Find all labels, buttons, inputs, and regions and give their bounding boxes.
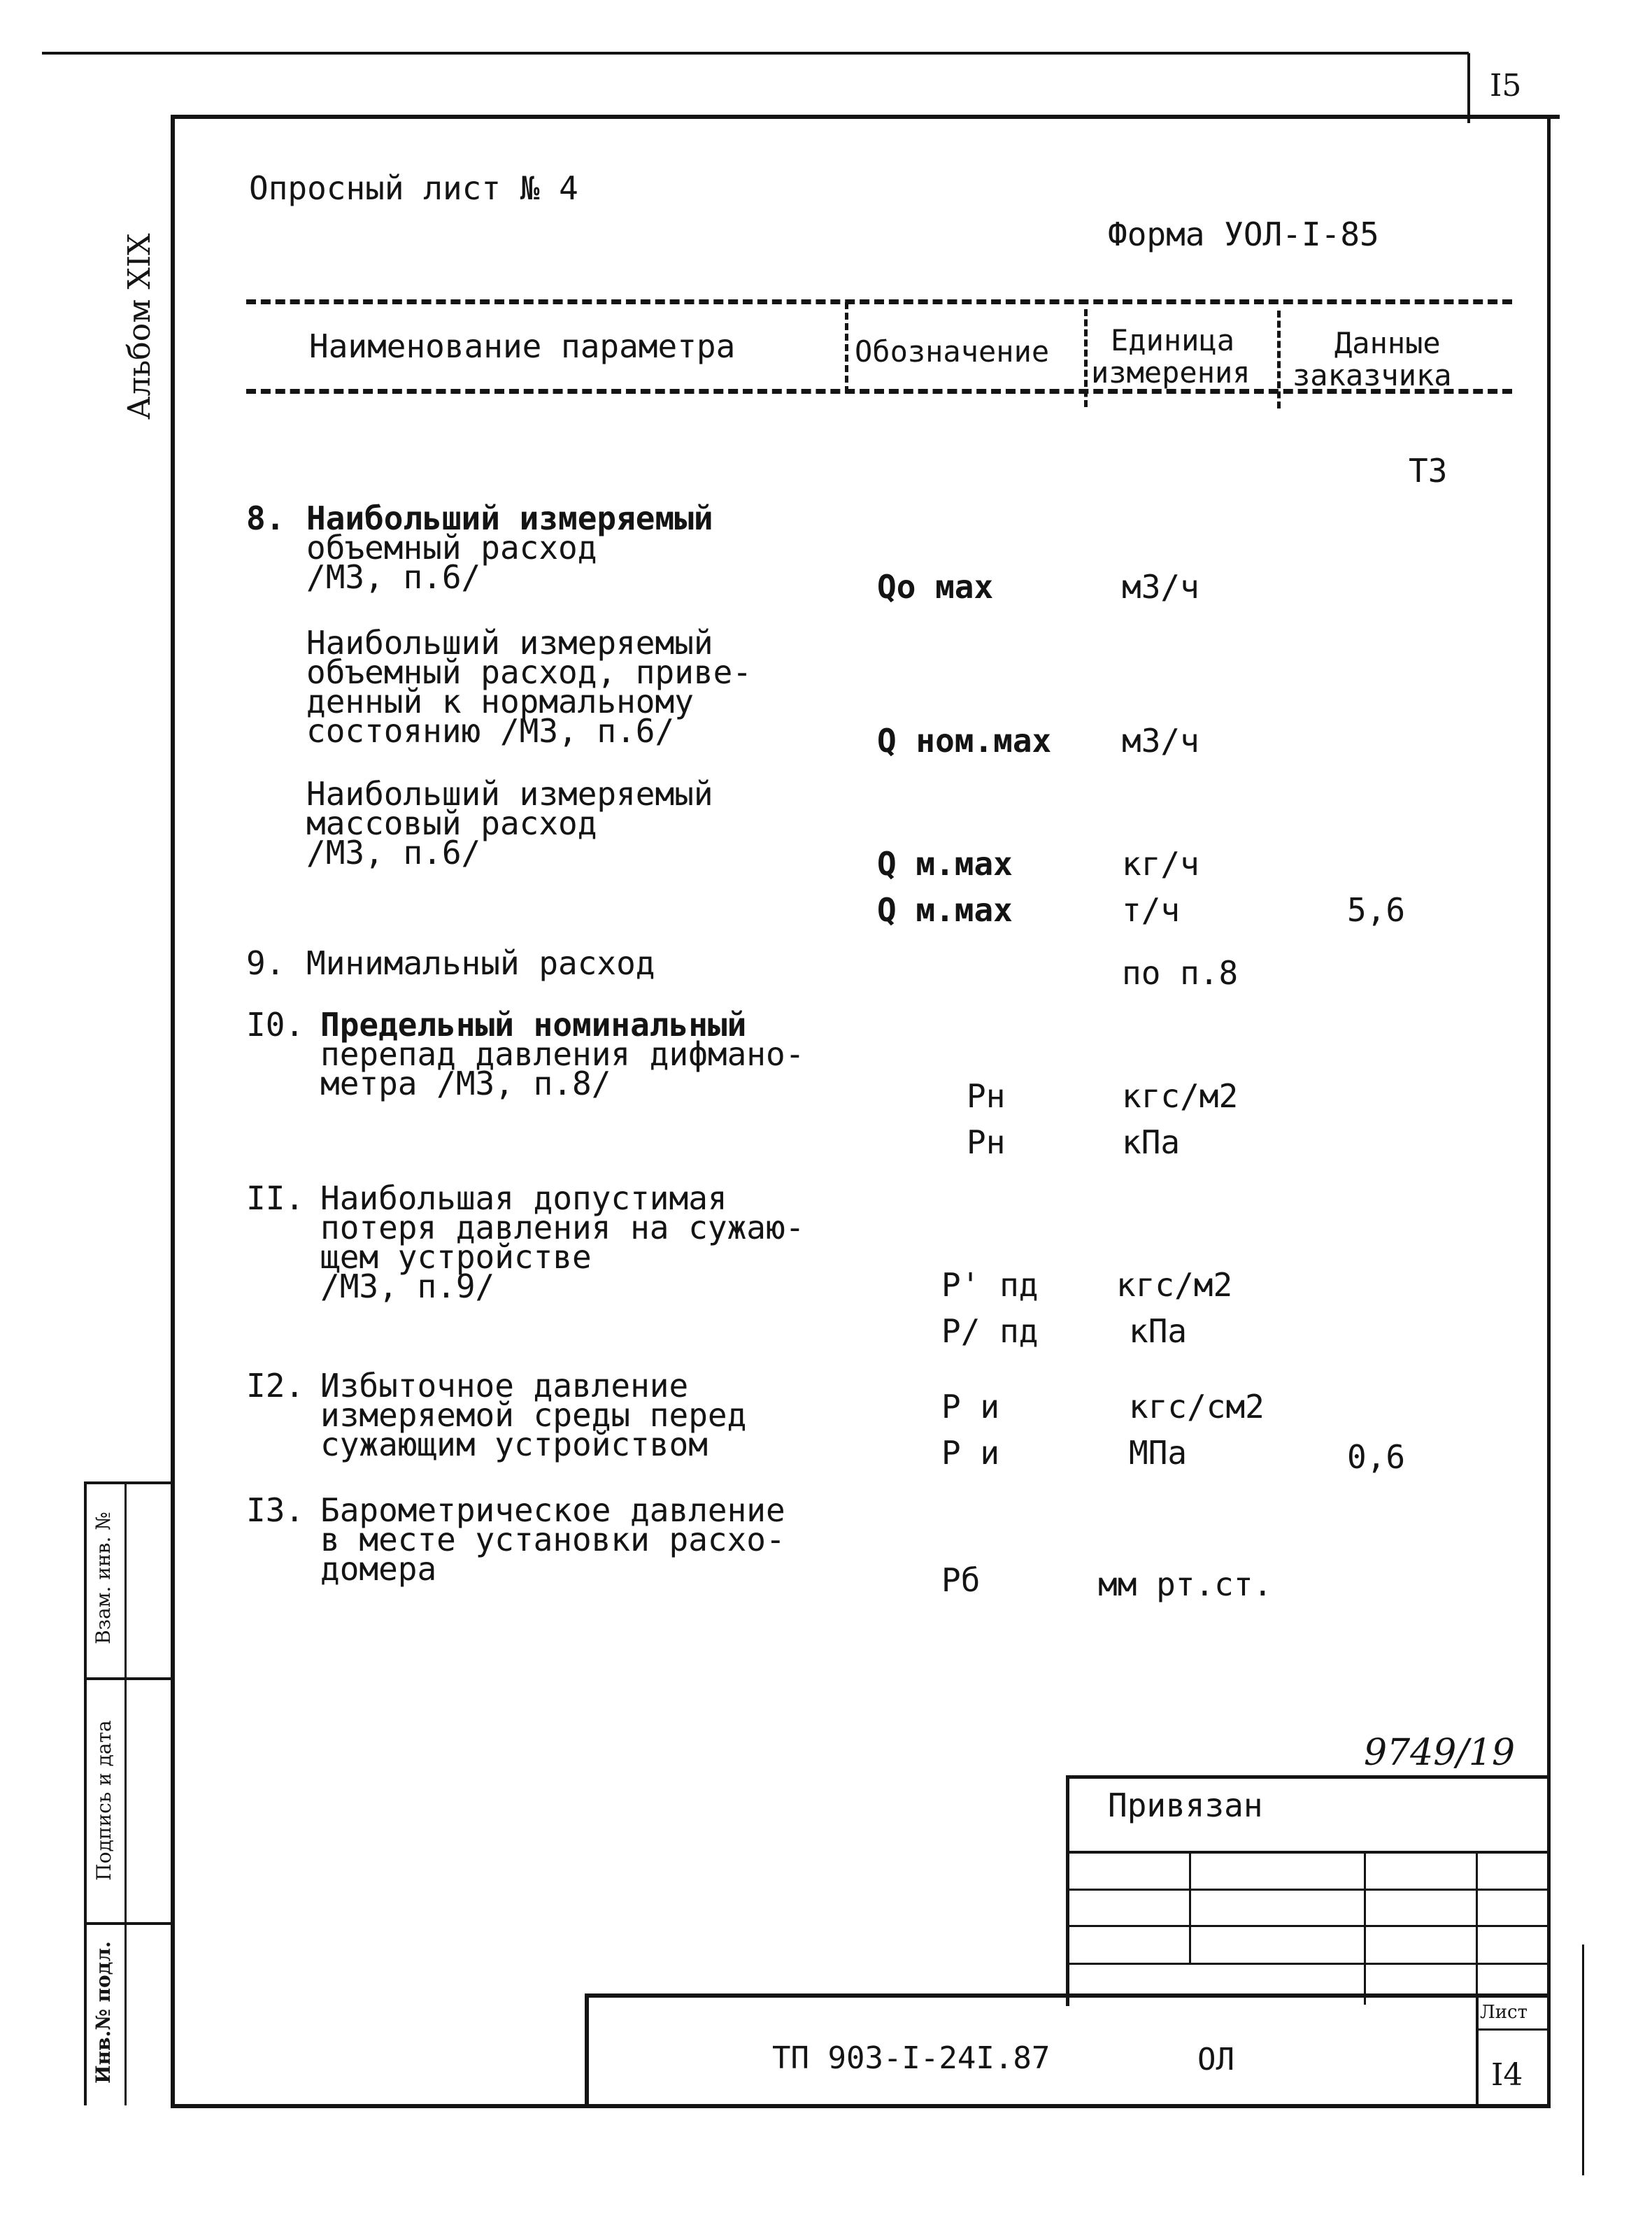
item-8c-symbol-1: Q м.мах (877, 845, 1013, 883)
col-name-header: Наименование параметра (309, 327, 736, 365)
item-12-unit-1: кгс/см2 (1129, 1388, 1265, 1426)
sheet-label: Лист (1480, 2002, 1528, 2023)
item-10-number: I0. (246, 1006, 305, 1044)
item-8a-line-3: /МЗ, п.6/ (306, 558, 481, 596)
strip-inv-ref: Взам. инв. № (92, 1512, 115, 1644)
item-8b-line-3: денный к нормальному (306, 683, 694, 720)
linked-grid-col-1 (1189, 1851, 1191, 1963)
item-11-number: II. (246, 1179, 305, 1217)
col-symbol-header: Обозначение (855, 334, 1050, 369)
item-8b-line-2: объемный расход, приве- (306, 653, 752, 691)
item-8b-line-1: Наибольший измеряемый (306, 624, 713, 662)
frame-left (171, 115, 175, 2108)
page-number-box-left (1467, 53, 1470, 123)
page-number: I5 (1490, 68, 1522, 104)
item-10-unit-2: кПа (1122, 1123, 1181, 1161)
section-code: ТЗ (1409, 452, 1448, 490)
strip-div-1 (84, 1677, 172, 1680)
item-8c-symbol-2: Q м.мах (877, 891, 1013, 929)
item-12-line-3: сужающим устройством (320, 1426, 708, 1463)
item-11-line-1: Наибольшая допустимая (320, 1179, 727, 1217)
col-data-header-2: заказчика (1293, 358, 1452, 392)
strip-mid-line (124, 1481, 127, 2105)
item-13-line-3: домера (320, 1550, 437, 1588)
strip-inv-orig: Инв.№ подл. (92, 1941, 115, 2084)
item-11-line-3: щем устройстве (320, 1238, 592, 1276)
item-10-unit-1: кгс/м2 (1122, 1077, 1239, 1115)
item-13-unit: мм рт.ст. (1098, 1565, 1273, 1603)
item-13-line-2: в месте установки расхо- (320, 1521, 785, 1558)
title-block-top (585, 1993, 1550, 1998)
item-8c-value-2: 5,6 (1347, 891, 1406, 929)
strip-signature-date: Подпись и дата (92, 1720, 115, 1881)
col-unit-header-2: измерения (1091, 355, 1251, 390)
item-8b-line-4: состоянию /МЗ, п.6/ (306, 712, 675, 750)
header-dash-top (246, 299, 1512, 304)
item-11-symbol-2: Р/ пд (941, 1312, 1039, 1350)
strip-outer-line (84, 1481, 87, 2105)
item-8-number: 8. (246, 499, 285, 537)
item-10-line-2: перепад давления дифмано- (320, 1035, 805, 1073)
item-8a-line-2: объемный расход (306, 529, 597, 567)
item-8c-unit-2: т/ч (1122, 891, 1181, 929)
document-type: ОЛ (1197, 2042, 1234, 2077)
item-13-line-1: Барометрическое давление (320, 1491, 785, 1529)
linked-block-top (1066, 1775, 1550, 1779)
sheet-number: I4 (1491, 2057, 1523, 2093)
item-11-unit-1: кгс/м2 (1116, 1266, 1233, 1304)
item-8a-line-1: Наибольший измеряемый (306, 499, 713, 537)
header-dash-sep-3 (1277, 311, 1281, 408)
document-code: ТП 903-I-24I.87 (772, 2040, 1051, 2076)
header-dash-sep-1 (845, 302, 848, 393)
item-9-unit: по п.8 (1122, 954, 1239, 992)
item-8b-unit: м3/ч (1122, 722, 1199, 760)
linked-grid-col-2 (1364, 1851, 1366, 2005)
item-8c-line-1: Наибольший измеряемый (306, 775, 713, 813)
item-8b-symbol: Q ном.мах (877, 722, 1052, 760)
questionnaire-title: Опросный лист № 4 (249, 169, 578, 207)
frame-bottom (171, 2104, 1551, 2108)
col-data-header-1: Данные (1334, 326, 1441, 360)
item-12-line-2: измеряемой среды перед (320, 1396, 747, 1434)
item-8a-unit: м3/ч (1122, 568, 1199, 606)
item-12-value-2: 0,6 (1347, 1438, 1406, 1476)
item-11-line-2: потеря давления на сужаю- (320, 1209, 805, 1246)
item-10-line-3: метра /МЗ, п.8/ (320, 1065, 611, 1102)
item-8c-line-3: /МЗ, п.6/ (306, 834, 481, 872)
item-12-line-1: Избыточное давление (320, 1367, 689, 1405)
linked-grid-col-3 (1476, 1851, 1478, 2005)
item-10-symbol-1: Рн (967, 1077, 1006, 1115)
form-code: Форма УОЛ-I-85 (1108, 215, 1379, 253)
item-10-line-1: Предельный номинальный (320, 1006, 747, 1044)
sheet-cell-divider (1476, 2028, 1550, 2031)
frame-top (171, 115, 1560, 119)
item-13-symbol: Рб (941, 1561, 981, 1599)
item-11-line-4: /МЗ, п.9/ (320, 1267, 495, 1305)
frame-right (1547, 119, 1551, 2105)
item-12-symbol-2: Р и (941, 1434, 1000, 1472)
handwritten-number: 9749/19 (1364, 1732, 1516, 1774)
item-8a-symbol: Qо мах (877, 568, 994, 606)
item-12-number: I2. (246, 1367, 305, 1405)
top-rule (42, 52, 1469, 55)
item-13-number: I3. (246, 1491, 305, 1529)
sheet-cell-left (1476, 1998, 1479, 2105)
item-12-symbol-1: Р и (941, 1388, 1000, 1426)
album-label: Альбом XIX (122, 233, 157, 420)
item-8c-line-2: массовый расход (306, 804, 597, 842)
linked-block-left (1066, 1775, 1069, 2006)
item-9-number: 9. (246, 944, 285, 982)
item-11-symbol-1: Р' пд (941, 1266, 1039, 1304)
header-dash-sep-2 (1084, 309, 1088, 407)
item-11-unit-2: кПа (1129, 1312, 1188, 1350)
title-block-left (585, 1993, 589, 2105)
outer-right-edge (1582, 1945, 1584, 2175)
col-unit-header-1: Единица (1111, 323, 1235, 357)
item-8c-unit-1: кг/ч (1122, 845, 1199, 883)
item-12-unit-2: МПа (1129, 1434, 1188, 1472)
item-9-text: Минимальный расход (306, 944, 655, 982)
item-10-symbol-2: Рн (967, 1123, 1006, 1161)
linked-label: Привязан (1108, 1786, 1263, 1824)
